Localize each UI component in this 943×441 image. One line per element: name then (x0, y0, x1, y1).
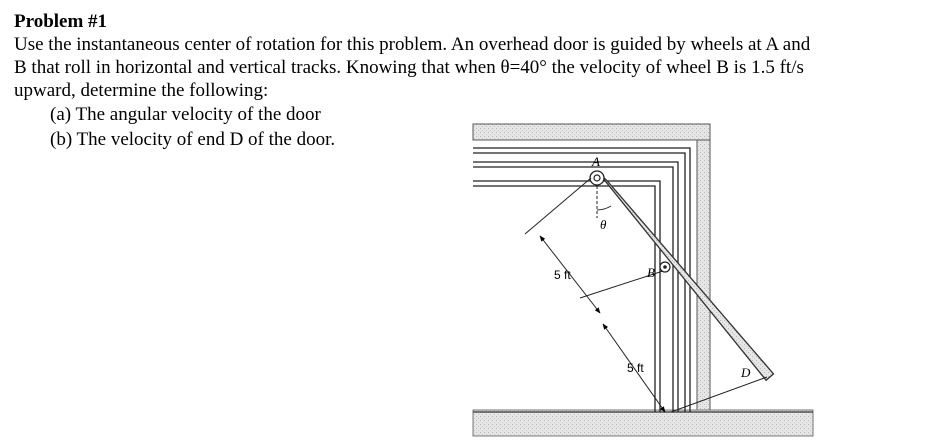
part-b: (b) The velocity of end D of the door. (50, 129, 336, 150)
dim-upper-label: 5 ft (554, 268, 571, 282)
tracks (473, 148, 690, 412)
statement-line-1: Use the instantaneous center of rotation for this problem. An overhead door is guided by wheels at A and (14, 34, 811, 55)
wheel-b-icon (660, 262, 670, 272)
dim-lower-label: 5 ft (627, 361, 644, 375)
right-wall (697, 140, 710, 412)
statement-line-3: upward, determine the following: (14, 80, 269, 101)
door (599, 174, 773, 381)
label-d: D (741, 365, 751, 380)
label-theta: θ (600, 217, 607, 232)
problem-title: Problem #1 (14, 11, 108, 32)
wheel-a-icon (590, 171, 604, 185)
label-b: B (647, 265, 655, 280)
dimension-lines (525, 178, 767, 412)
part-a: (a) The angular velocity of the door (50, 104, 321, 125)
label-a: A (592, 154, 600, 169)
floor (473, 410, 813, 436)
ceiling (473, 124, 710, 140)
statement-line-2: B that roll in horizontal and vertical tracks. Knowing that when θ=40° the velocity of wheel B is 1.5 ft/s (14, 57, 804, 78)
